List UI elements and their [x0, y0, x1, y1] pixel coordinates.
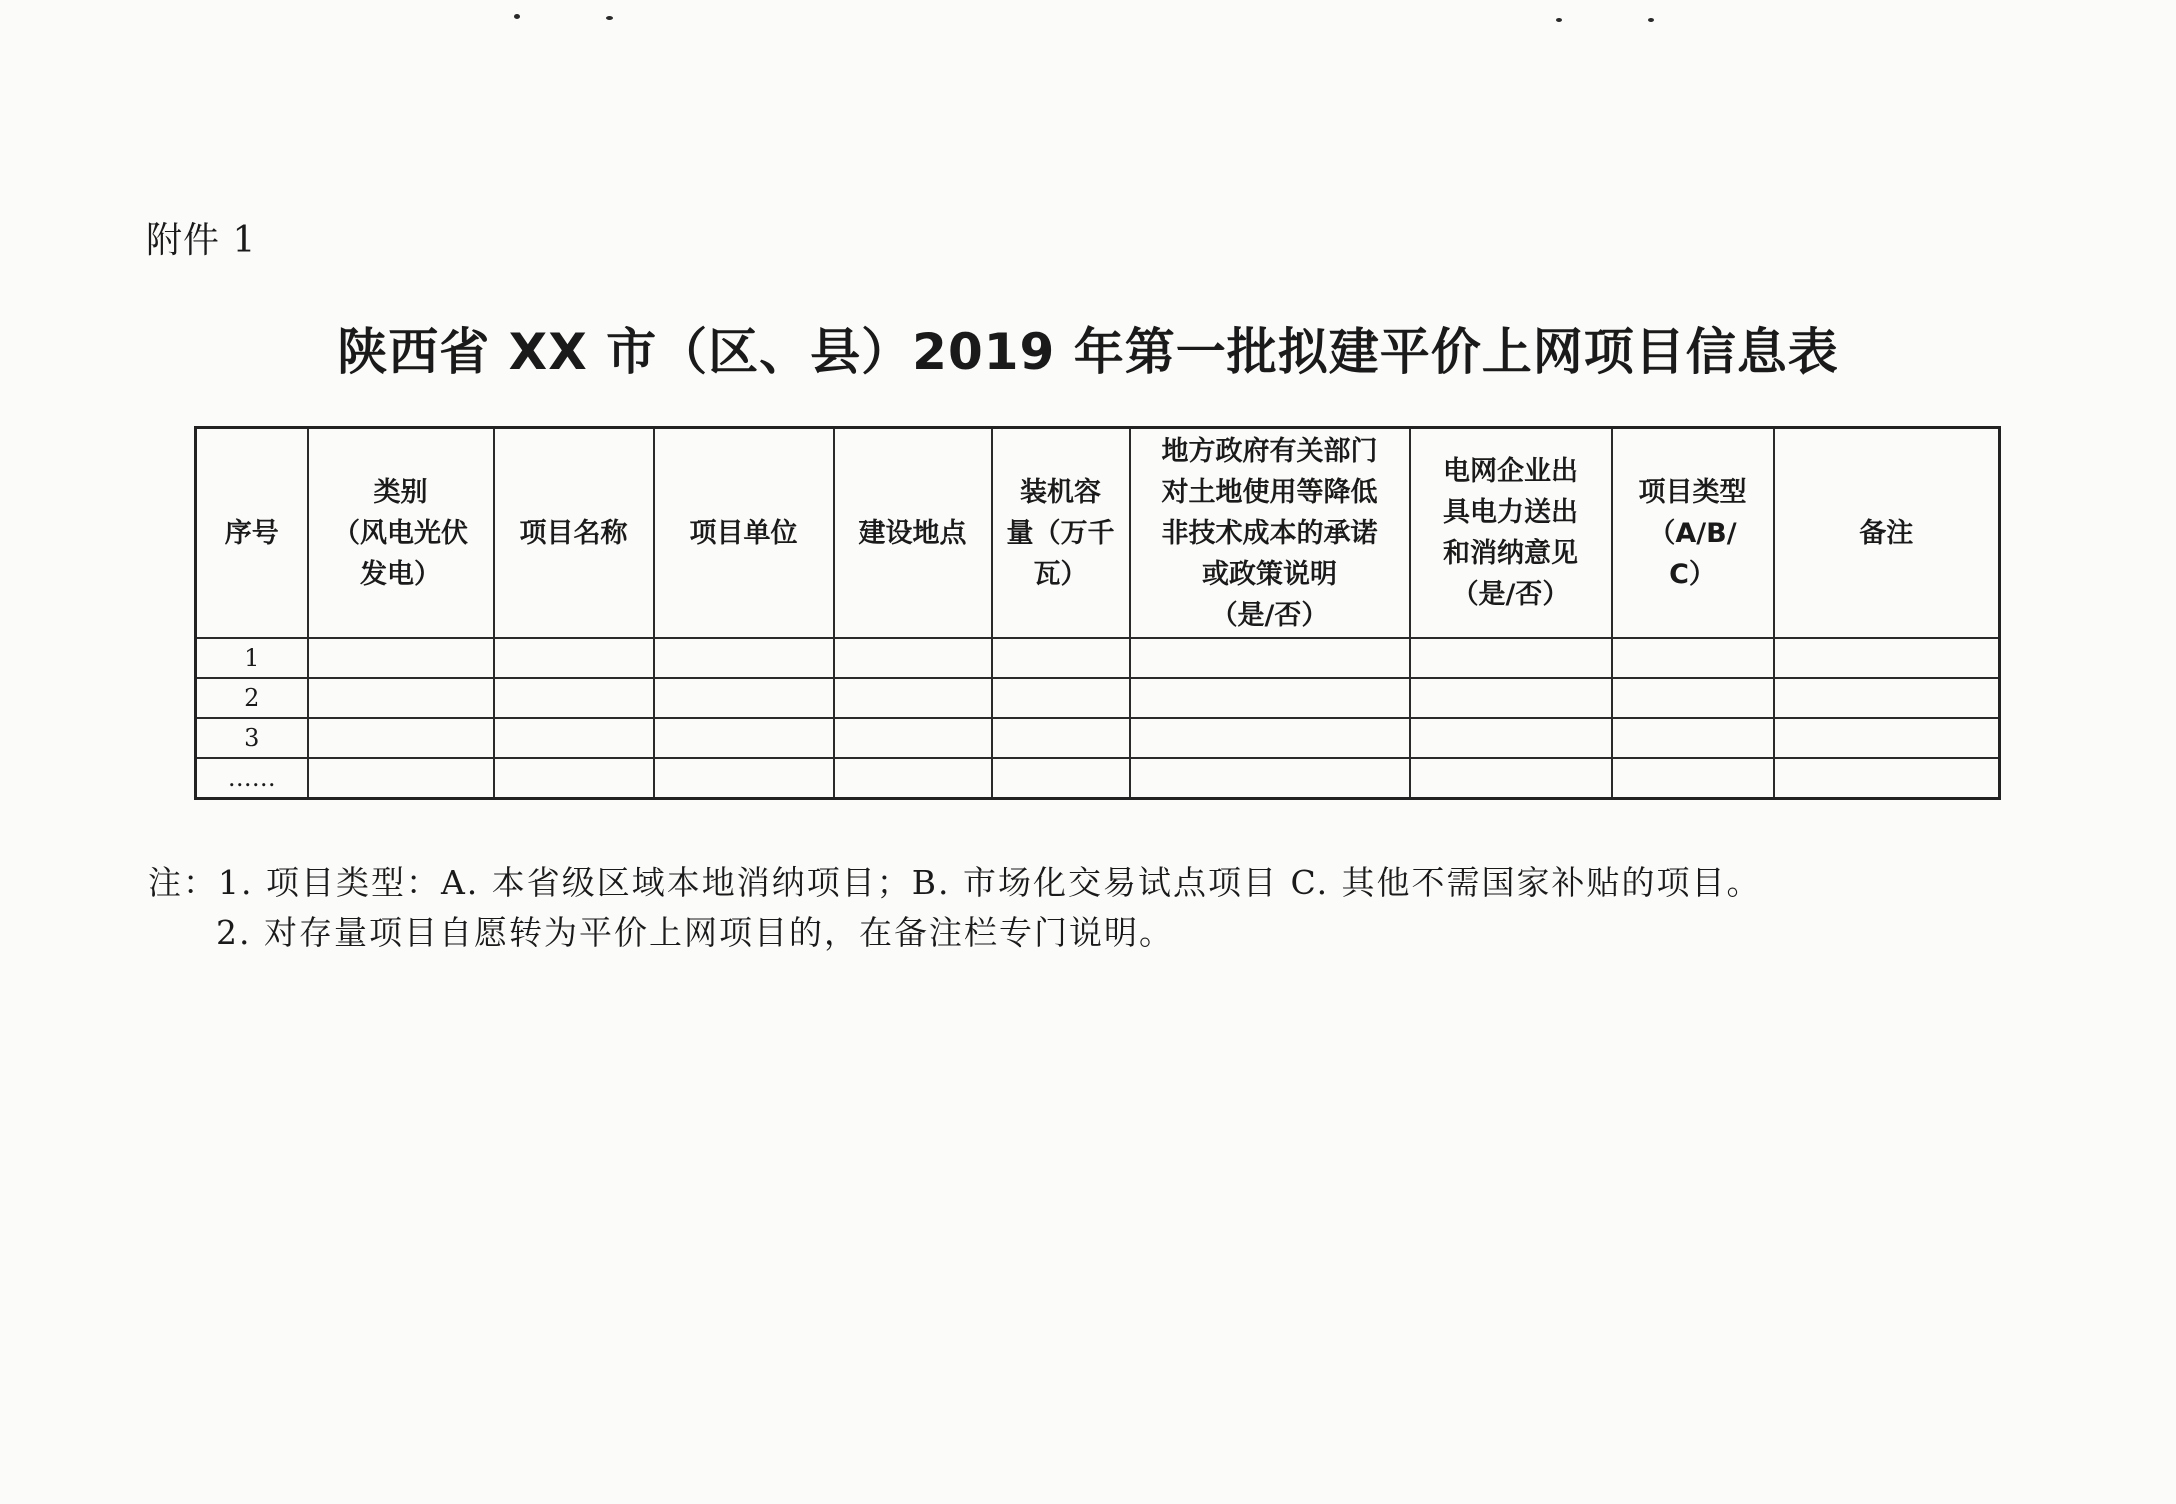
row-number-cell: 1 — [196, 638, 308, 678]
table-cell — [654, 678, 834, 718]
row-number-cell: 3 — [196, 718, 308, 758]
table-cell — [308, 718, 494, 758]
note-project-type: 注：1. 项目类型：A. 本省级区域本地消纳项目；B. 市场化交易试点项目 C. 其他不需国家补贴的项目。 — [148, 863, 1762, 902]
table-cell — [1774, 638, 2000, 678]
scan-speck — [606, 16, 613, 20]
table-cell — [1774, 678, 2000, 718]
table-cell — [992, 758, 1130, 799]
notes-section — [148, 858, 1762, 958]
attachment-label: 附件 1 — [146, 220, 257, 261]
table-cell — [654, 758, 834, 799]
table-cell — [834, 718, 992, 758]
header-grid-company-opinion: 电网企业出 具电力送出 和消纳意见 （是/否） — [1410, 428, 1612, 639]
header-category: 类别 （风电光伏 发电） — [308, 428, 494, 639]
table-cell — [1410, 678, 1612, 718]
table-cell — [834, 758, 992, 799]
table-cell — [1410, 758, 1612, 799]
table-cell — [834, 678, 992, 718]
header-local-government-commitment: 地方政府有关部门 对土地使用等降低 非技术成本的承诺 或政策说明 （是/否） — [1130, 428, 1410, 639]
table-cell — [992, 638, 1130, 678]
header-construction-site: 建设地点 — [834, 428, 992, 639]
table-cell — [1612, 678, 1774, 718]
table-cell — [308, 678, 494, 718]
table-cell — [1130, 678, 1410, 718]
table-row — [196, 678, 2000, 718]
table-cell — [1774, 718, 2000, 758]
header-remarks: 备注 — [1774, 428, 2000, 639]
header-project-unit: 项目单位 — [654, 428, 834, 639]
scan-speck — [514, 14, 520, 19]
table-cell — [654, 718, 834, 758]
table-cell — [1410, 638, 1612, 678]
table-cell — [654, 638, 834, 678]
table-row — [196, 638, 2000, 678]
table-cell — [1130, 758, 1410, 799]
header-project-type: 项目类型 （A/B/ C） — [1612, 428, 1774, 639]
table-cell — [494, 678, 654, 718]
row-number-cell: …… — [196, 758, 308, 799]
table-cell — [1410, 718, 1612, 758]
header-project-name: 项目名称 — [494, 428, 654, 639]
table-cell — [1774, 758, 2000, 799]
table-cell — [1612, 718, 1774, 758]
table-cell — [1130, 718, 1410, 758]
table-cell — [992, 718, 1130, 758]
table-cell — [1612, 758, 1774, 799]
project-info-table — [194, 426, 2001, 800]
table-row — [196, 758, 2000, 799]
note-existing-projects: 2. 对存量项目自愿转为平价上网项目的，在备注栏专门说明。 — [216, 913, 1174, 952]
header-installed-capacity: 装机容 量（万千 瓦） — [992, 428, 1130, 639]
table-cell — [1612, 638, 1774, 678]
scan-speck — [1556, 18, 1562, 22]
scan-speck — [1648, 18, 1654, 22]
table-cell — [494, 718, 654, 758]
header-serial-number: 序号 — [196, 428, 308, 639]
table-cell — [1130, 638, 1410, 678]
table-cell — [834, 638, 992, 678]
table-cell — [992, 678, 1130, 718]
table-header-row — [196, 428, 2000, 639]
row-number-cell: 2 — [196, 678, 308, 718]
document-title: 陕西省 XX 市（区、县）2019 年第一批拟建平价上网项目信息表 — [337, 323, 1839, 381]
table-cell — [308, 638, 494, 678]
table-cell — [494, 638, 654, 678]
table-row — [196, 718, 2000, 758]
table-cell — [308, 758, 494, 799]
table-cell — [494, 758, 654, 799]
